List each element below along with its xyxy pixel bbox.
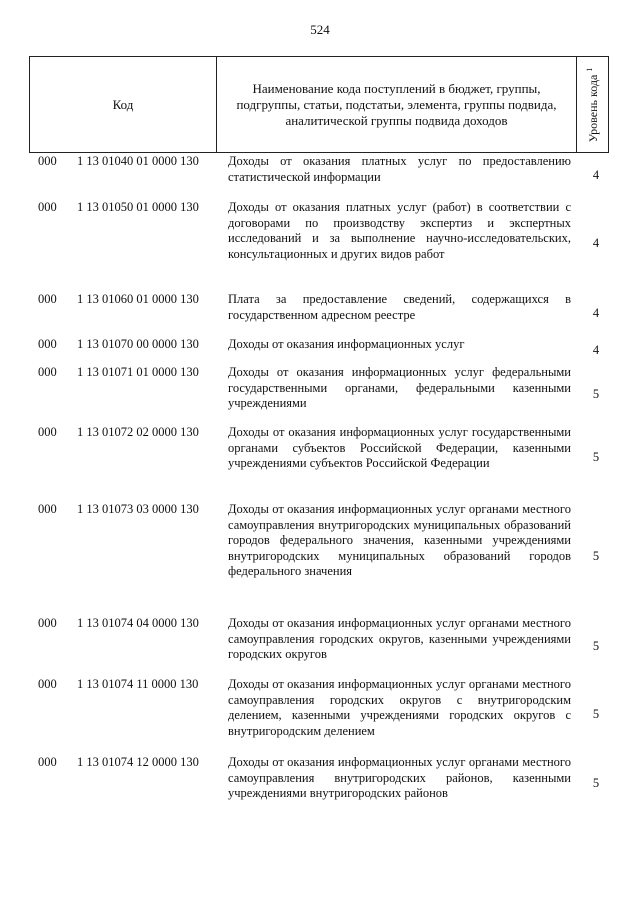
row-admin-code: 000 — [38, 425, 57, 439]
row-kbk-code: 1 13 01050 01 0000 130 — [77, 200, 199, 214]
header-level-label — [585, 67, 601, 142]
row-description: Доходы от оказания информационных услуг государственными органами субъектов Российской Федерации, казенными учреждениями субъектов Российской Федерации — [228, 425, 571, 470]
row-level: 5 — [592, 549, 600, 563]
row-admin-code: 000 — [38, 154, 57, 168]
table-row — [0, 200, 640, 292]
row-level: 5 — [592, 450, 600, 464]
row-admin-code: 000 — [38, 292, 57, 306]
row-description: Доходы от оказания информационных услуг — [228, 337, 465, 351]
row-admin-code: 000 — [38, 365, 57, 379]
page-number: 524 — [310, 22, 330, 37]
table-body — [0, 154, 640, 815]
row-kbk-code: 1 13 01073 03 0000 130 — [77, 502, 199, 516]
table-row — [0, 616, 640, 677]
row-admin-code: 000 — [38, 502, 57, 516]
row-kbk-code: 1 13 01074 11 0000 130 — [77, 677, 199, 691]
row-level: 5 — [592, 707, 600, 721]
row-description: Доходы от оказания информационных услуг федеральными государственными органами, федеральными казенными учреждениями — [228, 365, 571, 410]
table-row — [0, 677, 640, 755]
header-level-footnote: 1 — [584, 67, 594, 72]
row-level: 4 — [592, 236, 600, 250]
header-level — [577, 57, 608, 152]
table-row — [0, 425, 640, 502]
row-admin-code: 000 — [38, 200, 57, 214]
row-kbk-code: 1 13 01074 12 0000 130 — [77, 755, 199, 769]
row-admin-code: 000 — [38, 337, 57, 351]
row-admin-code: 000 — [38, 616, 57, 630]
row-level: 5 — [592, 776, 600, 790]
header-level-text: Уровень кода — [585, 74, 600, 142]
row-description: Доходы от оказания платных услуг по предоставлению статистической информации — [228, 154, 571, 184]
row-description: Доходы от оказания платных услуг (работ) в соответствии с договорами по производству экспертиз и экспертных исследований и за выполнение научно-исследовательских, консультационных и других видов работ — [228, 200, 571, 261]
table-row — [0, 502, 640, 616]
row-kbk-code: 1 13 01040 01 0000 130 — [77, 154, 199, 168]
table-row — [0, 292, 640, 337]
row-description: Доходы от оказания информационных услуг органами местного самоуправления городских округов с внутригородским делением, казенными учреждениями городских округов с внутригородским делением — [228, 677, 571, 738]
row-kbk-code: 1 13 01074 04 0000 130 — [77, 616, 199, 630]
row-description: Плата за предоставление сведений, содержащихся в государственном адресном реестре — [228, 292, 571, 322]
row-level: 4 — [592, 343, 600, 357]
table-header — [29, 56, 609, 153]
row-kbk-code: 1 13 01060 01 0000 130 — [77, 292, 199, 306]
row-level: 5 — [592, 639, 600, 653]
table-row — [0, 755, 640, 815]
row-level: 4 — [592, 306, 600, 320]
row-kbk-code: 1 13 01072 02 0000 130 — [77, 425, 199, 439]
header-name: Наименование кода поступлений в бюджет, группы, подгруппы, статьи, подстатьи, элемента, группы подвида, аналитической группы подвида доходов — [217, 57, 577, 152]
table-row — [0, 154, 640, 200]
row-description: Доходы от оказания информационных услуг органами местного самоуправления внутригородских муниципальных образований городов федерального значения, казенными учреждениями внутригородских муниципальных образований городов федерального значения — [228, 502, 571, 578]
row-admin-code: 000 — [38, 677, 57, 691]
row-admin-code: 000 — [38, 755, 57, 769]
row-description: Доходы от оказания информационных услуг органами местного самоуправления городских округов, казенными учреждениями городских округов — [228, 616, 571, 661]
row-kbk-code: 1 13 01070 00 0000 130 — [77, 337, 199, 351]
row-level: 4 — [592, 168, 600, 182]
header-code: Код — [30, 57, 217, 152]
table-row — [0, 365, 640, 425]
row-level: 5 — [592, 387, 600, 401]
row-description: Доходы от оказания информационных услуг органами местного самоуправления внутригородских районов, казенными учреждениями внутригородских районов — [228, 755, 571, 800]
table-row — [0, 337, 640, 365]
row-kbk-code: 1 13 01071 01 0000 130 — [77, 365, 199, 379]
